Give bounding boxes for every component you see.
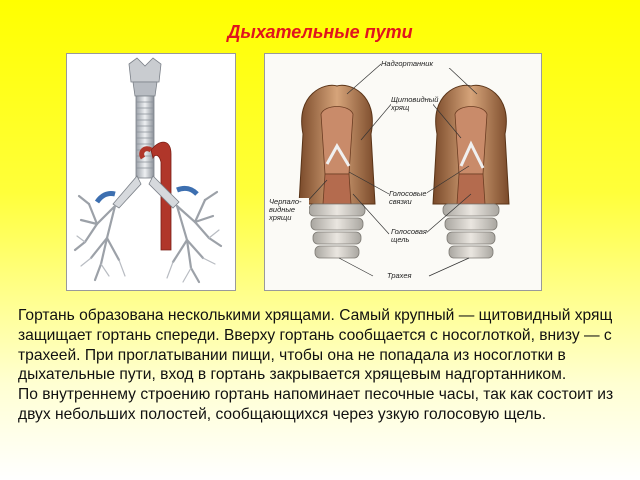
larynx-left bbox=[299, 85, 375, 258]
larynx-illustration bbox=[265, 54, 542, 291]
label-vocal-cords: Голосовые связки bbox=[389, 189, 427, 206]
page-title: Дыхательные пути bbox=[227, 22, 413, 42]
respiratory-tract-image bbox=[66, 53, 236, 291]
label-glottis: Голосовая щель bbox=[391, 227, 427, 244]
paragraph-larynx-structure: Гортань образована несколькими хрящами. Самый крупный — щитовидный хрящ защищает гортань спереди. Вверху гортань сообщается с носоглоткой, внизу — с трахеей. При проглатывании пищи, чтобы она не попадала из носоглотки в дыхательные пути, вход в гортань закрывается хрящевым надгортанником. bbox=[18, 307, 613, 384]
label-trachea: Трахея bbox=[387, 272, 427, 280]
label-arytenoid-cartilages: Черпало-видные хрящи bbox=[269, 198, 309, 222]
description-text bbox=[18, 306, 624, 425]
larynx-diagram bbox=[264, 53, 542, 291]
bronchial-tree-illustration bbox=[67, 54, 236, 291]
label-epiglottis: Надгортанник bbox=[381, 60, 453, 68]
label-thyroid-cartilage: Щитовидный хрящ bbox=[391, 95, 439, 112]
larynx-right bbox=[433, 85, 509, 258]
paragraph-internal-structure: По внутреннему строению гортань напоминает песочные часы, так как состоит из двух небольших полостей, сообщающихся через узкую голосовую щель. bbox=[18, 386, 614, 423]
